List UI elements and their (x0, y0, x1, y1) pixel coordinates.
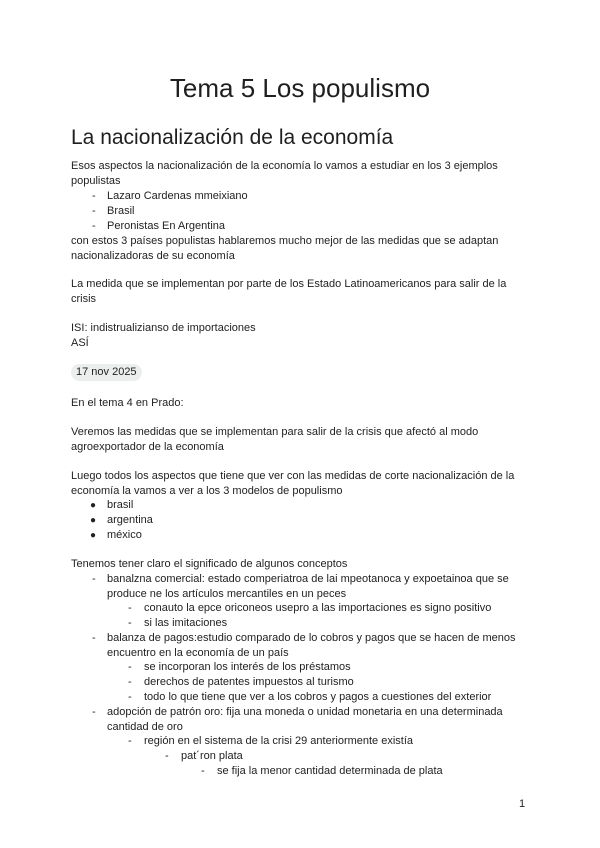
dash-marker: - (92, 190, 96, 202)
concept-2-line-2: encuentro en la economía de un país (107, 647, 289, 659)
page-number: 1 (519, 798, 526, 810)
bullet-dot: ● (90, 530, 97, 541)
concept-2-sub-2: derechos de patentes impuestos al turismo (144, 676, 354, 688)
dash-marker: - (201, 765, 205, 777)
dash-marker: - (165, 750, 169, 762)
concept-3-sub-1: región en el sistema de la crisi 29 anteriormente existía (144, 735, 414, 747)
concept-2-sub-3: todo lo que tiene que ver a los cobros y pagos a cuestiones del exterior (144, 691, 492, 703)
after-line-2: nacionalizadoras de su economía (71, 250, 235, 262)
dash-marker: - (92, 220, 96, 232)
dash-marker: - (128, 691, 132, 703)
dash-marker: - (128, 676, 132, 688)
medida-line-2: crisis (71, 293, 97, 305)
concept-2-sub-1: se incorporan los interés de los préstamos (144, 661, 351, 673)
medida-line-1: La medida que se implementan por parte de los Estado Latinoamericanos para salir de la (71, 278, 507, 290)
dash-marker: - (128, 602, 132, 614)
concept-1-line-1: banalzna comercial: estado comperiatroa de lai mpeotanoca y expoetainoa que se (107, 573, 509, 585)
luego-line-2: economía la vamos a ver a los 3 modelos de populismo (71, 485, 343, 497)
bullet-dot: ● (90, 500, 97, 511)
tema-line: En el tema 4 en Prado: (71, 397, 184, 409)
date-chip[interactable]: 17 nov 2025 (71, 364, 142, 381)
model-item: méxico (107, 529, 142, 541)
dash-marker: - (92, 632, 96, 644)
veremos-line-1: Veremos las medidas que se implementan para salir de la crisis que afectó al modo (71, 426, 479, 438)
concepts-intro: Tenemos tener claro el significado de algunos conceptos (71, 558, 348, 570)
dash-marker: - (92, 706, 96, 718)
example-item: Brasil (107, 205, 135, 217)
asi-line: ASÍ (71, 337, 89, 349)
after-line-1: con estos 3 países populistas hablaremos mucho mejor de las medidas que se adaptan (71, 235, 499, 247)
bullet-dot: ● (90, 515, 97, 526)
intro-line-2: populistas (71, 175, 121, 187)
dash-marker: - (92, 205, 96, 217)
example-item: Lazaro Cardenas mmeixiano (107, 190, 248, 202)
isi-line: ISI: indistrualizianso de importaciones (71, 322, 256, 334)
dash-marker: - (128, 617, 132, 629)
concept-1-sub-1: conauto la epce oriconeos usepro a las importaciones es signo positivo (144, 602, 492, 614)
example-item: Peronistas En Argentina (107, 220, 226, 232)
dash-marker: - (128, 661, 132, 673)
concept-1-sub-2: si las imitaciones (144, 617, 228, 629)
concept-3-line-2: cantidad de oro (107, 721, 183, 733)
dash-marker: - (128, 735, 132, 747)
luego-line-1: Luego todos los aspectos que tiene que ver con las medidas de corte nacionalización de la (71, 470, 515, 482)
concept-3-sub-2: pat´ron plata (181, 750, 243, 762)
intro-line-1: Esos aspectos la nacionalización de la economía lo vamos a estudiar en los 3 ejemplos (71, 160, 498, 172)
concept-3-line-1: adopción de patrón oro: fija una moneda o unidad monetaria en una determinada (107, 706, 503, 718)
concept-1-line-2: produce ne los artículos mercantiles en un peces (107, 588, 347, 600)
dash-marker: - (92, 573, 96, 585)
model-item: brasil (107, 499, 134, 511)
model-item: argentina (107, 514, 153, 526)
document-title: Tema 5 Los populismo (169, 73, 431, 103)
veremos-line-2: agroexportador de la economía (71, 441, 224, 453)
section-heading: La nacionalización de la economía (71, 126, 394, 149)
concept-3-sub-3: se fija la menor cantidad determinada de plata (217, 765, 443, 777)
concept-2-line-1: balanza de pagos:estudio comparado de lo cobros y pagos que se hacen de menos (107, 632, 516, 644)
